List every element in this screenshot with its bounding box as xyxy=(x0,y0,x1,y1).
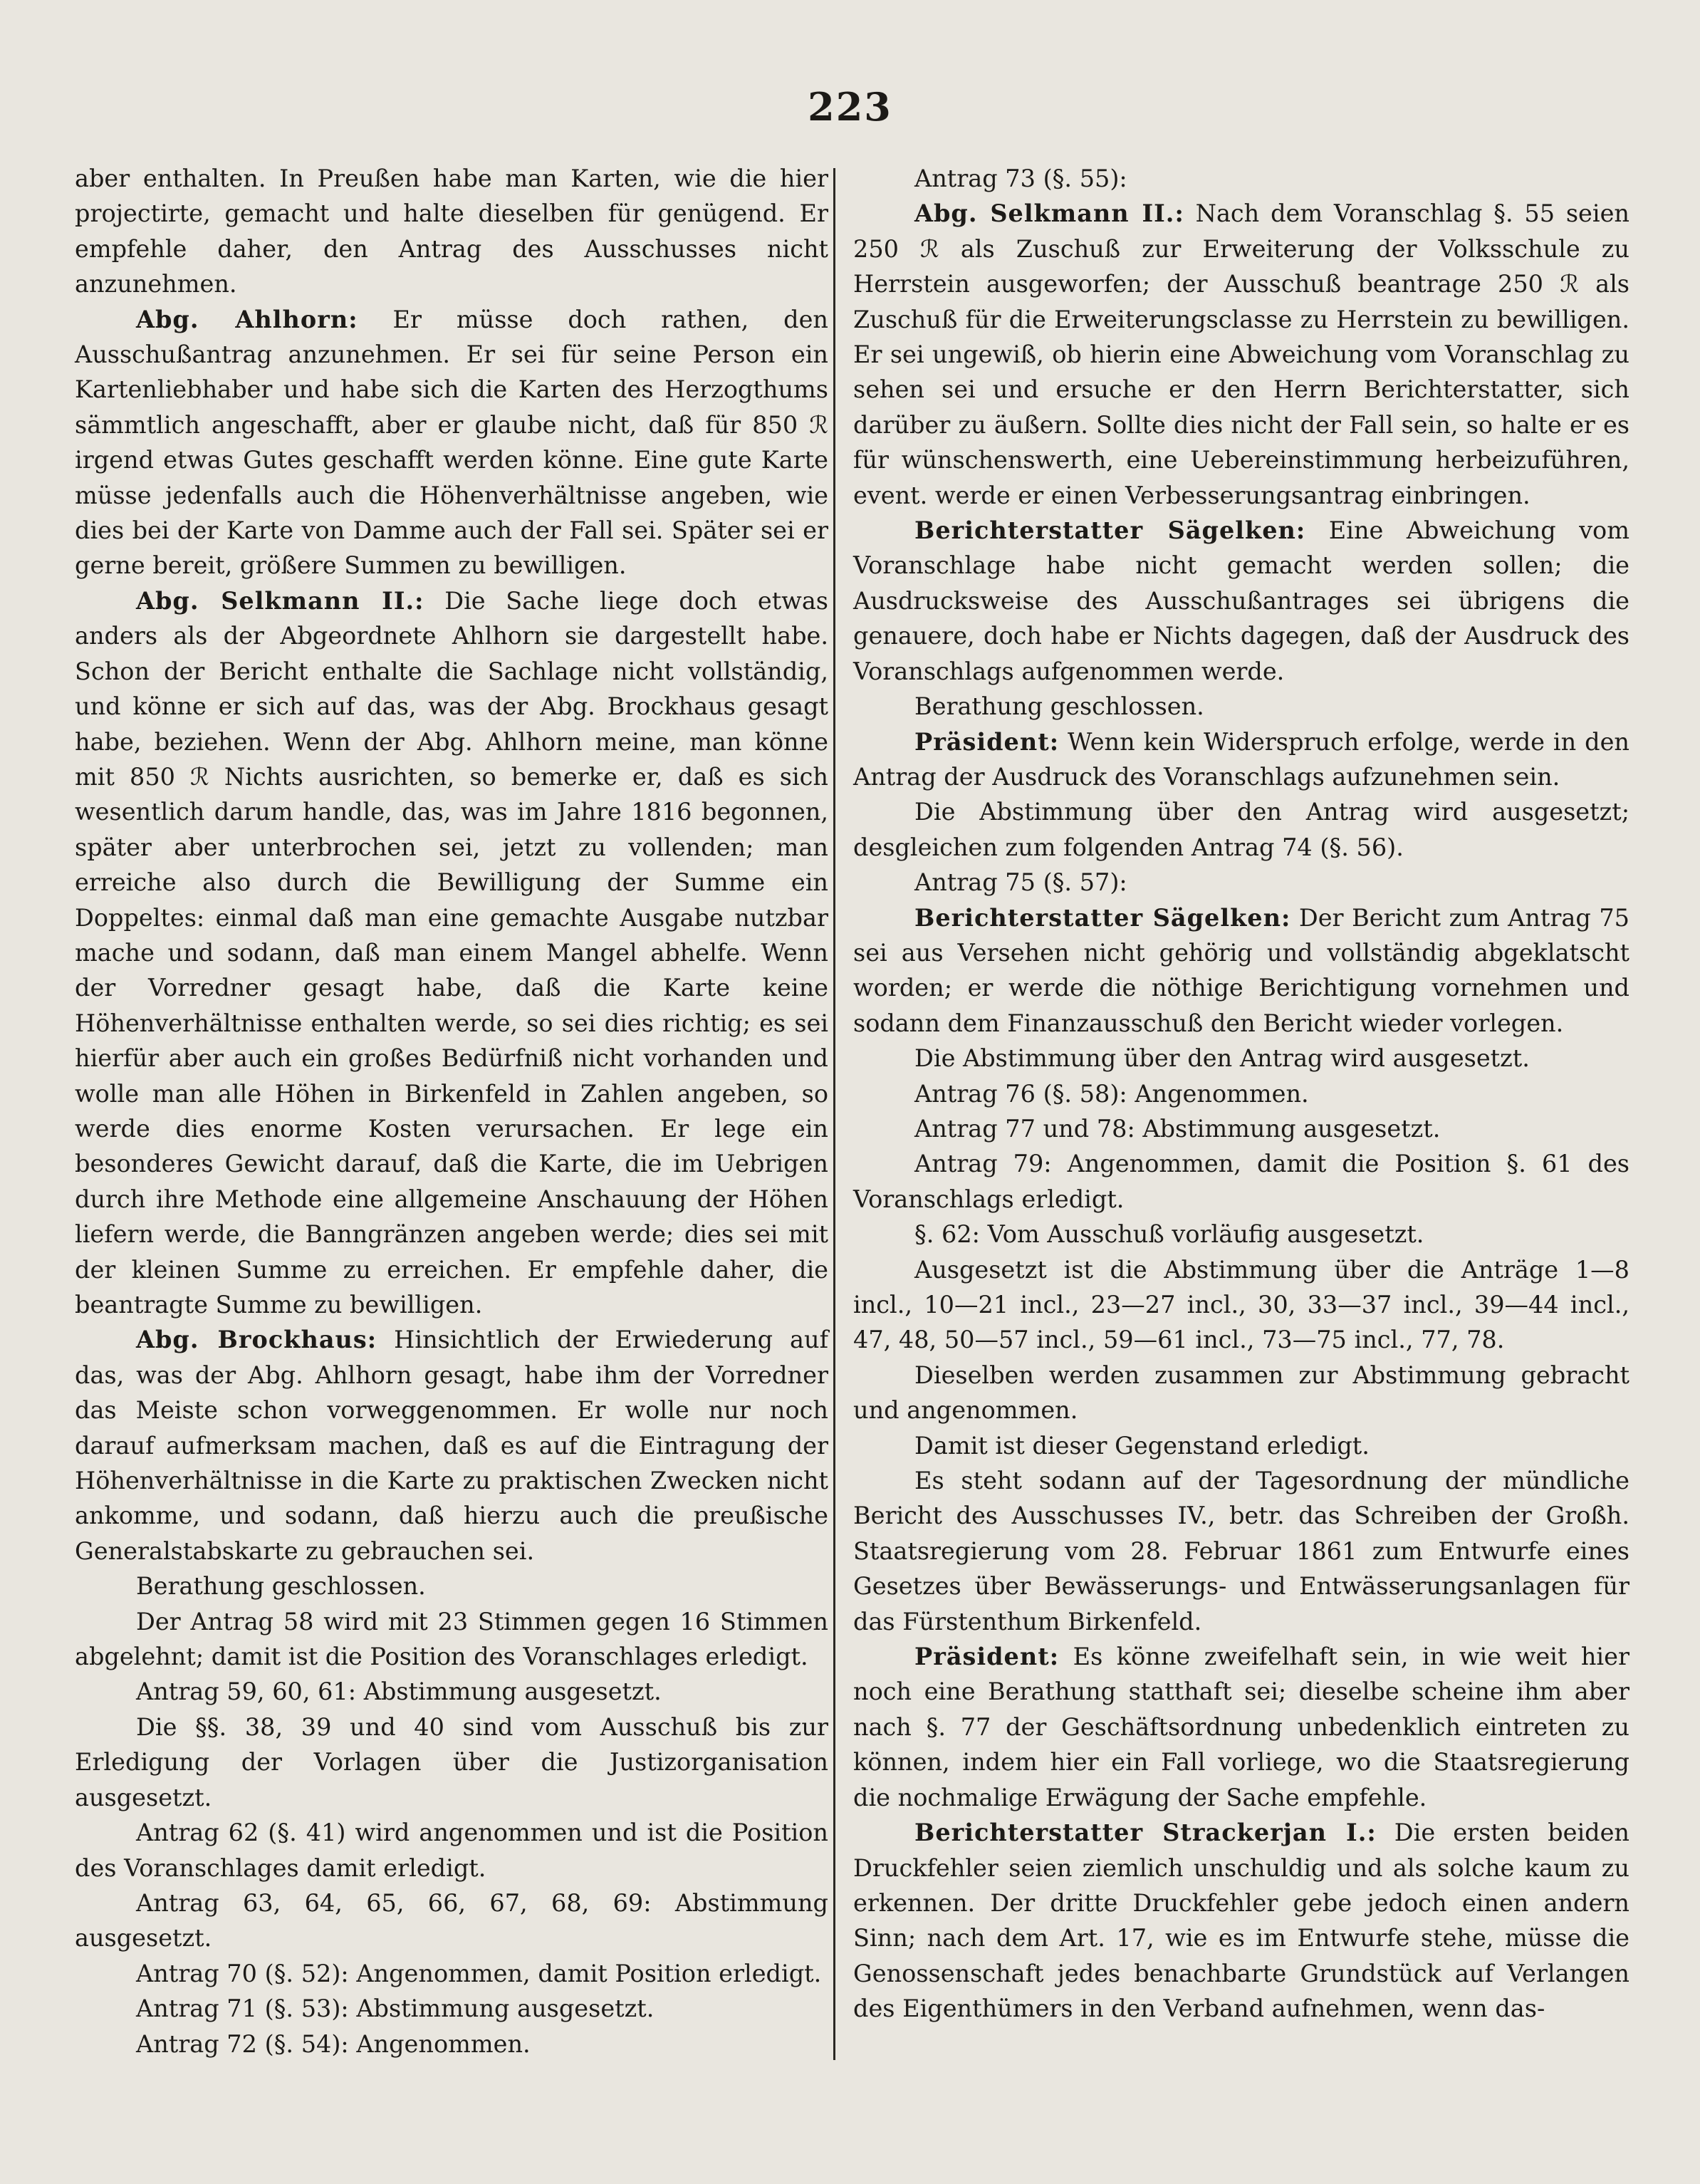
speech-text: Die Sache liege doch etwas anders als der Abgeordnete Ahlhorn sie dargestellt habe. Schon der Bericht enthalte die Sachlage nicht vollständig, und könne er sich auf das, was der Abg. Brockhaus gesagt habe, beziehen. Wenn der Abg. Ahlhorn meine, man könne mit 850 ℛ Nichts ausrichten, so bemerke er, daß es sich wesentlich darum handle, das, was im Jahre 1816 begonnen, später aber unterbrochen sei, jetzt zu vollenden; man erreiche also durch die Bewilligung der Summe ein Doppeltes: einmal daß man eine gemachte Ausgabe nutzbar mache und sodann, daß man einem Mangel abhelfe. Wenn der Vorredner gesagt habe, daß die Karte keine Höhenverhältnisse enthalten werde, so sei dies richtig; es sei hierfür aber auch ein großes Bedürfniß nicht vorhanden und wolle man alle Höhen in Birkenfeld in Zahlen angeben, so werde dies enorme Kosten verursachen. Er lege ein besonderes Gewicht darauf, daß die Karte, die im Uebrigen durch ihre Methode eine allgemeine Anschauung der Höhen liefern werde, die Banngränzen angeben werde; dies sei mit der kleinen Summe zu erreichen. Er empfehle daher, die beantragte Summe zu bewilligen. xyxy=(75,586,829,1319)
speech-text: Er müsse doch rathen, den Ausschußantrag anzunehmen. Er sei für seine Person ein Kartenliebhaber und habe sich die Karten des Herzogthums sämmtlich angeschafft, aber er glaube nicht, daß für 850 ℛ irgend etwas Gutes geschafft werden könne. Eine gute Karte müsse jedenfalls auch die Höhenverhältnisse angeben, wie dies bei der Karte von Damme auch der Fall sei. Später sei er gerne bereit, größere Summen zu bewilligen. xyxy=(75,305,828,580)
paragraph: Dieselben werden zusammen zur Abstimmung gebracht und angenommen. xyxy=(853,1361,1629,1425)
speech-paragraph xyxy=(853,1639,1629,1815)
paragraph: Antrag 76 (§. 58): Angenommen. xyxy=(914,1079,1309,1108)
speaker-name: Berichterstatter Sägelken: xyxy=(914,903,1291,932)
paragraph: Berathung geschlossen. xyxy=(136,1572,426,1601)
paragraph: Antrag 77 und 78: Abstimmung ausgesetzt. xyxy=(914,1114,1441,1143)
column-divider xyxy=(833,168,835,2060)
paragraph: Antrag 72 (§. 54): Angenommen. xyxy=(136,2029,531,2058)
left-column xyxy=(75,161,828,2061)
speech-text: Die ersten beiden Druckfehler seien ziemlich unschuldig und als solche kaum zu erkennen. Der dritte Druckfehler gebe jedoch einen andern Sinn; nach dem Art. 17, wie es im Entwurfe stehe, müsse die Genossenschaft jedes benachbarte Grundstück auf Verlangen des Eigenthümers in den Verband aufnehmen, wenn das- xyxy=(853,1819,1629,2023)
paragraph: Ausgesetzt ist die Abstimmung über die Anträge 1—8 incl., 10—21 incl., 23—27 incl., 30, 33—37 incl., 39—44 incl., 47, 48, 50—57 incl., 59—61 incl., 73—75 incl., 77, 78. xyxy=(853,1255,1629,1354)
speaker-name: Präsident: xyxy=(914,727,1060,756)
paragraph: Antrag 63, 64, 65, 66, 67, 68, 69: Abstimmung ausgesetzt. xyxy=(75,1888,828,1952)
speaker-name: Präsident: xyxy=(914,1643,1060,1671)
speech-text: Es könne zweifelhaft sein, in wie weit hier noch eine Berathung statthaft sei; dieselbe scheine ihm aber nach §. 77 der Geschäftsordnung unbedenklich eintreten zu können, indem hier ein Fall vorliege, wo die Staatsregierung die nochmalige Erwägung der Sache empfehle. xyxy=(853,1643,1629,1811)
right-column xyxy=(853,161,1629,2027)
paragraph: Es steht sodann auf der Tagesordnung der mündliche Bericht des Ausschusses IV., betr. das Schreiben der Großh. Staatsregierung vom 28. Februar 1861 zum Entwurfe eines Gesetzes über Bewässerungs- und Entwässerungsanlagen für das Fürstenthum Birkenfeld. xyxy=(853,1467,1629,1636)
speaker-name: Berichterstatter Strackerjan I.: xyxy=(914,1819,1377,1847)
page-number: 223 xyxy=(808,84,892,130)
paragraph: Antrag 73 (§. 55): xyxy=(914,165,1127,192)
speaker-name: Abg. Selkmann II.: xyxy=(136,586,424,615)
paragraph: Berathung geschlossen. xyxy=(914,692,1204,721)
speech-text: Der Bericht zum Antrag 75 sei aus Versehen nicht gehörig und vollständig abgeklatscht worden; er werde die nöthige Berichtigung vornehmen und sodann dem Finanzausschuß den Bericht wieder vorlegen. xyxy=(853,903,1629,1037)
speaker-name: Abg. Ahlhorn: xyxy=(136,305,358,333)
paragraph: Die Abstimmung über den Antrag wird ausgesetzt; desgleichen zum folgenden Antrag 74 (§. 56). xyxy=(853,798,1629,861)
paragraph: Antrag 75 (§. 57): xyxy=(914,868,1127,897)
speech-paragraph xyxy=(853,1815,1629,2026)
speaker-name: Abg. Selkmann II.: xyxy=(914,199,1184,228)
speech-text: Hinsichtlich der Erwiederung auf das, was der Abg. Ahlhorn gesagt, habe ihm der Vorredner das Meiste schon vorweggenommen. Er wolle nur noch darauf aufmerksam machen, daß es auf die Eintragung der Höhenverhältnisse in die Karte zu praktischen Zwecken nicht ankomme, und sodann, daß hierzu auch die preußische Generalstabskarte zu gebrauchen sei. xyxy=(75,1326,828,1565)
paragraph: aber enthalten. In Preußen habe man Karten, wie die hier projectirte, gemacht und halte dieselben für genügend. Er empfehle daher, den Antrag des Ausschusses nicht anzunehmen. xyxy=(75,165,828,298)
speech-text: Wenn kein Widerspruch erfolge, werde in den Antrag der Ausdruck des Voranschlags aufzunehmen sein. xyxy=(853,727,1629,791)
speech-text: Eine Abweichung vom Voranschlage habe nicht gemacht werden sollen; die Ausdrucksweise des Ausschußantrages sei übrigens die genauere, doch habe er Nichts dagegen, daß der Ausdruck des Voranschlags aufgenommen werde. xyxy=(853,516,1629,685)
paragraph: Antrag 59, 60, 61: Abstimmung ausgesetzt. xyxy=(136,1678,662,1706)
paragraph: §. 62: Vom Ausschuß vorläufig ausgesetzt. xyxy=(914,1220,1424,1249)
paragraph: Die Abstimmung über den Antrag wird ausgesetzt. xyxy=(914,1044,1530,1073)
paragraph: Damit ist dieser Gegenstand erledigt. xyxy=(914,1431,1370,1460)
speaker-name: Berichterstatter Sägelken: xyxy=(914,516,1306,545)
speech-paragraph xyxy=(75,1322,828,1569)
paragraph: Antrag 71 (§. 53): Abstimmung ausgesetzt. xyxy=(136,1995,655,2023)
paragraph: Antrag 70 (§. 52): Angenommen, damit Position erledigt. xyxy=(136,1959,822,1987)
paragraph: Antrag 62 (§. 41) wird angenommen und ist die Position des Voranschlages damit erledigt. xyxy=(75,1819,828,1882)
speech-paragraph xyxy=(75,302,828,583)
speech-paragraph xyxy=(853,196,1629,513)
speech-text: Nach dem Voranschlag §. 55 seien 250 ℛ als Zuschuß zur Erweiterung der Volksschule zu Herrstein ausgeworfen; der Ausschuß beantrage 250 ℛ als Zuschuß für die Erweiterungsclasse zu Herrstein zu bewilligen. Er sei ungewiß, ob hierin eine Abweichung vom Voranschlag zu sehen sei und ersuche er den Herrn Berichterstatter, sich darüber zu äußern. Sollte dies nicht der Fall sein, so halte er es für wünschenswerth, eine Uebereinstimmung herbeizuführen, event. werde er einen Verbesserungsantrag einbringen. xyxy=(853,199,1629,509)
speech-paragraph xyxy=(853,900,1629,1041)
paragraph: Antrag 79: Angenommen, damit die Position §. 61 des Voranschlags erledigt. xyxy=(853,1150,1629,1213)
paragraph: Der Antrag 58 wird mit 23 Stimmen gegen 16 Stimmen abgelehnt; damit ist die Position des Voranschlages erledigt. xyxy=(75,1607,828,1671)
paragraph: Die §§. 38, 39 und 40 sind vom Ausschuß bis zur Erledigung der Vorlagen über die Justizorganisation ausgesetzt. xyxy=(75,1712,828,1811)
speech-paragraph xyxy=(853,513,1629,689)
speaker-name: Abg. Brockhaus: xyxy=(136,1326,377,1354)
speech-paragraph xyxy=(853,724,1629,795)
speech-paragraph xyxy=(75,583,828,1323)
